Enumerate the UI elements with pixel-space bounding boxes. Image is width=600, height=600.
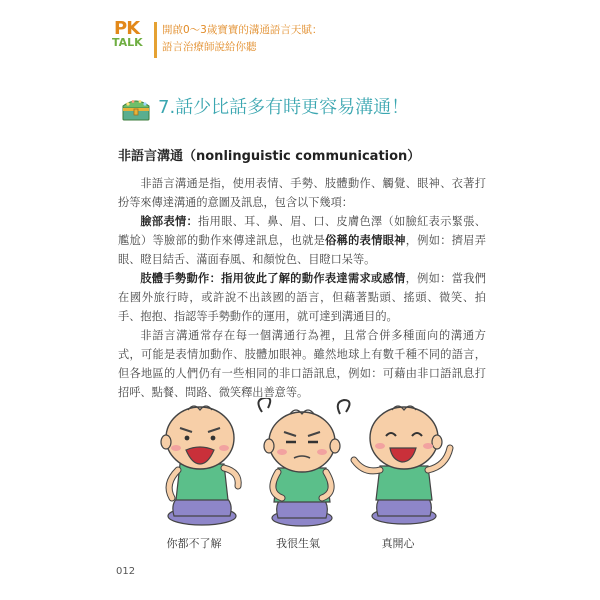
paragraph-2 (118, 212, 486, 269)
header-divider (154, 22, 157, 58)
body-text (118, 174, 486, 402)
logo-talk-text: TALK (112, 36, 143, 49)
paragraph-3-bold: 指用彼此了解的動作表達需求或感情 (221, 272, 406, 285)
treasure-chest-icon (120, 96, 152, 122)
header-line-2: 語言治療師說給你聽 (162, 41, 257, 53)
subheading: 非語言溝通（nonlinguistic communication） (118, 149, 421, 164)
baby-upset-figure (161, 406, 238, 525)
paragraph-3 (118, 269, 486, 326)
baby-illustrations (150, 398, 460, 528)
paragraph-4: 非語言溝通常存在每一個溝通行為裡，且常合併多種面向的溝通方式，可能是表情加動作、肢體加眼神。雖然地球上有數千種不同的語言，但各地區的人們仍有一些相同的非口語訊息，例如：可藉由非口語訊息打招呼、點餐、問路、微笑釋出善意等。 (118, 329, 486, 399)
pk-talk-logo (112, 20, 152, 60)
paragraph-1: 非語言溝通是指，使用表情、手勢、肢體動作、觸覺、眼神、衣著打扮等來傳達溝通的意圖及訊息，包含以下幾項： (118, 177, 486, 209)
baby-happy-figure (354, 406, 450, 524)
paragraph-3-text: ，例如：當我們在國外旅行時，或許說不出該國的語言，但藉著點頭、搖頭、微笑、拍手、抱抱、指認等手勢動作的運用，就可達到溝通目的。 (118, 272, 486, 323)
section-title: 7.話少比話多有時更容易溝通！ (158, 97, 410, 118)
paragraph-2-text-a: 指用眼、耳、鼻、眉、口、皮膚色澤（如臉紅表示緊張、尷尬）等臉部的動作來傳達訊息，也就是 (118, 215, 486, 247)
caption-angry: 我很生氣 (276, 537, 320, 550)
paragraph-2-bold: 俗稱的表情眼神 (325, 234, 406, 247)
baby-angry-figure (258, 398, 349, 526)
header-line-1: 開啟0～3歲寶寶的溝通語言天賦： (162, 24, 323, 36)
paragraph-2-text-b: ，例如：擠眉弄眼、瞪目結舌、滿面春風、和顏悅色、目瞪口呆等。 (118, 234, 486, 266)
caption-happy: 真開心 (381, 537, 415, 550)
logo-pk-text: PK (114, 18, 140, 39)
caption-upset: 你都不了解 (166, 537, 222, 550)
facial-expression-label: 臉部表情： (140, 215, 199, 228)
page-number: 012 (116, 566, 136, 577)
gesture-label: 肢體手勢動作： (140, 272, 222, 285)
